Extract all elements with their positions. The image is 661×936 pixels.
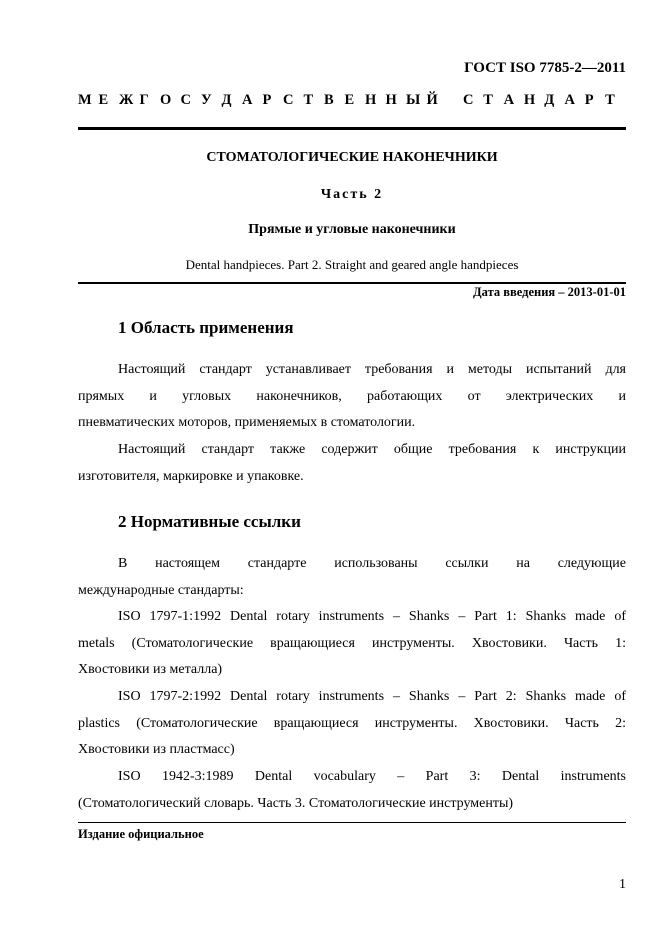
section-2-heading: 2 Нормативные ссылки: [118, 512, 301, 531]
standard-letter: А: [564, 92, 575, 108]
interstate-letter: Р: [262, 92, 272, 108]
text-line: ISO 1942-3:1989 Dental vocabulary – Part 3: Dental instruments: [118, 769, 626, 784]
official-edition-label: Издание официальное: [78, 827, 204, 841]
text-line: Хвостовики из металла): [78, 662, 223, 677]
document-title: СТОМАТОЛОГИЧЕСКИЕ НАКОНЕЧНИКИ: [206, 150, 498, 165]
page-number: 1: [619, 877, 626, 892]
reference-iso-1797-2: [78, 684, 626, 764]
interstate-letter: О: [160, 92, 172, 108]
interstate-letter: С: [180, 92, 191, 108]
document-part: Часть 2: [320, 187, 384, 202]
interstate-letter: Ы: [406, 92, 421, 108]
header-rule: [78, 127, 626, 130]
text-line: ISO 1797-2:1992 Dental rotary instruments – Shanks – Part 2: Shanks made of: [118, 689, 626, 704]
standard-letter: Д: [544, 92, 555, 108]
interstate-letter: Е: [98, 92, 109, 108]
section-1-paragraph-2: [78, 437, 626, 490]
interstate-letter: Е: [344, 92, 355, 108]
standard-letter: Т: [605, 92, 615, 108]
footer-rule: [78, 822, 626, 823]
text-line: международные стандарты:: [78, 582, 244, 598]
interstate-letter: Н: [365, 92, 377, 108]
text-line: Настоящий стандарт устанавливает требования и методы испытаний для: [118, 362, 626, 377]
interstate-letter: Д: [221, 92, 232, 108]
introduction-date: Дата введения – 2013-01-01: [473, 285, 626, 299]
interstate-letter: В: [324, 92, 334, 108]
interstate-letter: Н: [385, 92, 397, 108]
text-line: Настоящий стандарт также содержит общие требования к инструкции: [118, 442, 626, 457]
document-subtitle: Прямые и угловые наконечники: [248, 222, 456, 237]
text-line: metals (Стоматологические вращающиеся инструменты. Хвостовики. Часть 1:: [78, 635, 626, 651]
text-line: plastics (Стоматологические вращающиеся инструменты. Хвостовики. Часть 2:: [78, 715, 626, 731]
reference-iso-1942-3: [78, 764, 626, 817]
text-line: В настоящем стандарте использованы ссылки на следующие: [118, 556, 626, 571]
interstate-letter: Т: [303, 92, 314, 108]
interstate-letter: Й: [426, 92, 438, 108]
interstate-letter: С: [283, 92, 294, 108]
interstate-letter: М: [78, 92, 92, 108]
standard-letter: Н: [523, 92, 536, 108]
text-line: изготовителя, маркировке и упаковке.: [78, 468, 304, 484]
interstate-letter: Ж: [119, 92, 134, 108]
text-line: прямых и угловых наконечников, работающих от электрических и: [78, 388, 626, 404]
english-title: Dental handpieces. Part 2. Straight and geared angle handpieces: [185, 257, 519, 272]
text-line: (Стоматологический словарь. Часть 3. Стоматологические инструменты): [78, 795, 514, 811]
reference-iso-1797-1: [78, 604, 626, 684]
interstate-letter: Г: [139, 92, 149, 108]
section-2-paragraph-1: [78, 551, 626, 604]
interstate-letter: А: [242, 92, 253, 108]
standard-letter: Р: [584, 92, 594, 108]
standard-letter: А: [503, 92, 515, 108]
text-line: пневматических моторов, применяемых в стоматологии.: [78, 415, 416, 430]
text-line: ISO 1797-1:1992 Dental rotary instruments – Shanks – Part 1: Shanks made of: [118, 609, 626, 624]
text-line: Хвостовики из пластмасс): [78, 742, 235, 757]
interstate-letter: У: [201, 92, 212, 108]
document-code: ГОСТ ISO 7785-2—2011: [464, 60, 626, 76]
title-rule: [78, 282, 626, 284]
standard-letter: С: [463, 92, 474, 108]
section-1-heading: 1 Область применения: [118, 318, 294, 337]
section-1-paragraph-1: [78, 357, 626, 437]
standard-letter: Т: [483, 92, 493, 108]
